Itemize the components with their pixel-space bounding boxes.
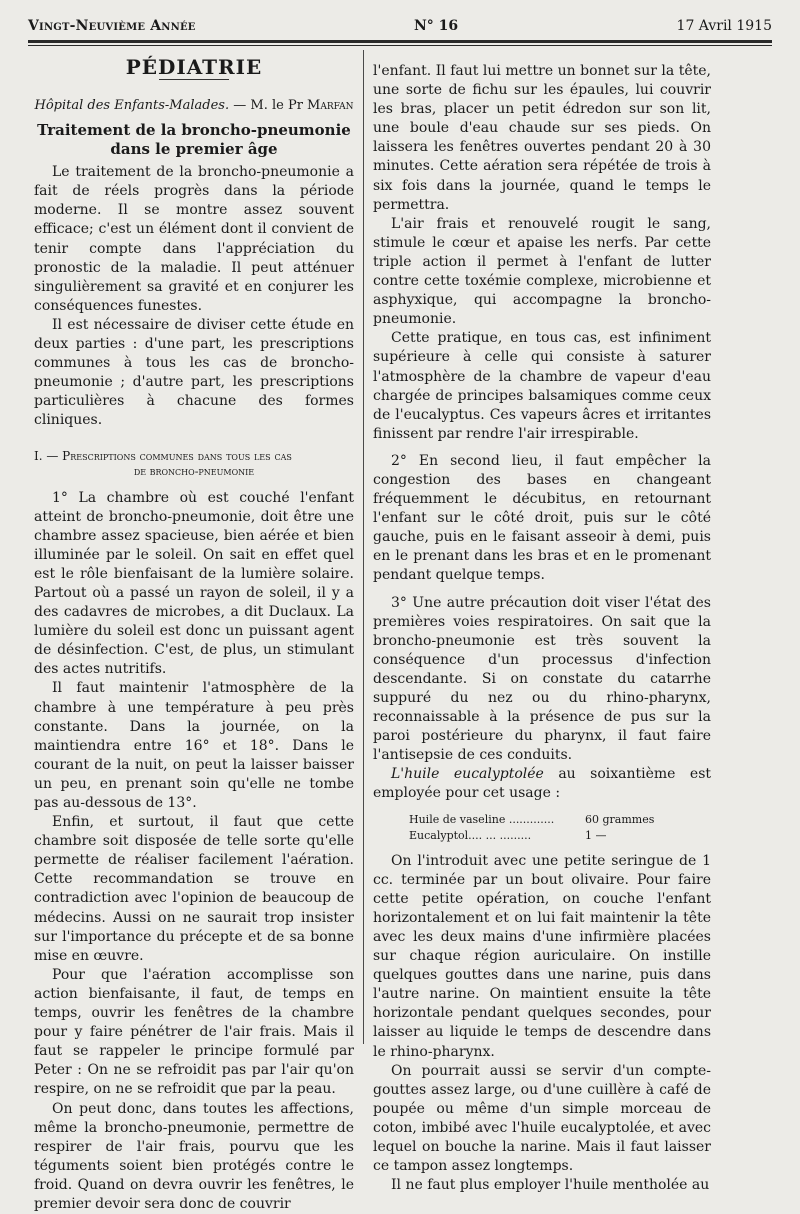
- body-paragraph: Cette pratique, en tous cas, est infiniment supérieure à celle qui consiste à saturer l'atmosphère de la chambre de vapeur d'eau chargée de principes balsamiques comme ceux de l'eucalyptus. Ces vapeurs âcres et irritantes finissent par rendre l'air irrespirable.: [373, 329, 711, 444]
- byline: [34, 96, 354, 115]
- formula-row: [409, 812, 711, 828]
- article-title-line-2: dans le premier âge: [34, 140, 354, 159]
- subsection-heading: [34, 449, 354, 479]
- subsection-heading-line-1: I. — Prescriptions communes dans tous les cas: [34, 449, 354, 464]
- body-paragraph: 1° La chambre où est couché l'enfant atteint de broncho-pneumonie, doit être une chambre assez spacieuse, bien aérée et bien illuminée par le soleil. On sait en effet quel est le rôle bienfaisant de la lumière solaire. Partout où a passé un rayon de soleil, il y a des cadavres de microbes, a dit Duclaux. La lumière du soleil est donc un puissant agent de désinfection. C'est, de plus, un stimulant des actes nutritifs.: [34, 489, 354, 680]
- header-rule-thick: [28, 40, 772, 43]
- formula-quantity: 1 —: [585, 828, 607, 844]
- body-paragraph: On l'introduit avec une petite seringue de 1 cc. terminée par un bout olivaire. Pour faire cette petite opération, on couche l'enfant horizontalement et on lui fait maintenir la tête avec les deux mains d'une infirmière placées sur chaque région auriculaire. On instille quelques gouttes dans une narine, puis dans l'autre narine. On maintient ensuite la tête horizontale pendant quelques secondes, pour laisser au liquide le temps de descendre dans le rhino-pharynx.: [373, 852, 711, 1062]
- formula-ingredient: Eucalyptol.... ... .........: [409, 828, 585, 844]
- right-column: [373, 62, 711, 1195]
- body-paragraph: 2° En second lieu, il faut empêcher la congestion des bases en changeant fréquemment le décubitus, en retournant l'enfant sur le côté droit, puis sur le côté gauche, puis en le faisant asseoir à demi, puis en le prenant dans les bras et en le promenant pendant quelque temps.: [373, 452, 711, 586]
- running-header: [28, 14, 772, 38]
- hospital-name: Hôpital des Enfants-Malades.: [35, 98, 230, 113]
- header-rule-thin: [28, 45, 772, 46]
- body-paragraph: Il faut maintenir l'atmosphère de la chambre à une température à peu près constante. Dans la journée, on la maintiendra entre 16° et 18°. Dans le courant de la nuit, on peut la laisser baisser un peu, en prenant soin qu'elle ne tombe pas au-dessous de 13°.: [34, 679, 354, 813]
- body-paragraph: On pourrait aussi se servir d'un compte-gouttes assez large, ou d'une cuillère à café de poupée ou même d'un simple morceau de coton, imbibé avec l'huile eucalyptolée, et avec lequel on bouche la narine. Mais il faut laisser ce tampon assez longtemps.: [373, 1062, 711, 1177]
- header-date: 17 Avril 1915: [677, 18, 772, 34]
- body-paragraph: Il ne faut plus employer l'huile mentholée au: [373, 1176, 711, 1195]
- formula-quantity: 60 grammes: [585, 812, 654, 828]
- intro-paragraph: Il est nécessaire de diviser cette étude en deux parties : d'une part, les prescriptions communes à tous les cas de broncho-pneumonie ; d'autre part, les prescriptions particulières à chacune des formes cliniques.: [34, 316, 354, 431]
- intro-paragraph: Le traitement de la broncho-pneumonie a fait de réels progrès dans la période moderne. Il se montre assez souvent efficace; c'est un élément dont il convient de tenir compte dans l'appréciation du pronostic de la maladie. Il peut atténuer singulièrement sa gravité et en conjurer les conséquences funestes.: [34, 163, 354, 316]
- body-paragraph: 3° Une autre précaution doit viser l'état des premières voies respiratoires. On sait que la broncho-pneumonie est très souvent la conséquence d'un processus d'infection descendante. Si on constate du catarrhe suppuré du nez ou du rhino-pharynx, reconnaissable à la présence de pus sur la paroi postérieure du pharynx, il faut faire l'antisepsie de ces conduits.: [373, 594, 711, 766]
- body-paragraph: Enfin, et surtout, il faut que cette chambre soit disposée de telle sorte qu'elle permette de réaliser facilement l'aération. Cette recommandation se trouve en contradiction avec l'opinion de beaucoup de médecins. Aussi on ne saurait trop insister sur l'importance du précepte et de sa bonne mise en œuvre.: [34, 813, 354, 966]
- formula-row: [409, 828, 711, 844]
- body-paragraph: L'air frais et renouvelé rougit le sang, stimule le cœur et apaise les nerfs. Par cette triple action il permet à l'enfant de lutter contre cette toxémie complexe, microbienne et asphyxique, qui accompagne la broncho-pneumonie.: [373, 215, 711, 330]
- body-paragraph: On peut donc, dans toutes les affections, même la broncho-pneumonie, permettre de respirer de l'air frais, pourvu que les téguments soient bien protégés contre le froid. Quand on devra ouvrir les fenêtres, le premier devoir sera donc de couvrir: [34, 1100, 354, 1214]
- oil-name: L'huile eucalyptolée: [391, 766, 544, 782]
- author-prefix: — M. le Pr: [233, 98, 303, 113]
- oil-usage: au soixantième est employée pour cet usage :: [373, 766, 711, 801]
- prescription-formula: [409, 812, 711, 844]
- title-underline: [159, 79, 229, 80]
- header-volume: Vingt-Neuvième Année: [28, 18, 196, 34]
- section-title: PÉDIATRIE: [34, 58, 354, 77]
- column-divider: [363, 50, 364, 1044]
- body-paragraph-oil: [373, 765, 711, 803]
- article-title-line-1: Traitement de la broncho-pneumonie: [34, 121, 354, 140]
- author-name: Marfan: [307, 98, 353, 113]
- formula-ingredient: Huile de vaseline .............: [409, 812, 585, 828]
- header-issue-number: N° 16: [414, 18, 458, 34]
- body-paragraph-continued: l'enfant. Il faut lui mettre un bonnet sur la tête, une sorte de fichu sur les épaules, lui couvrir les bras, placer un petit édredon sur son lit, une boule d'eau chaude sur ses pieds. On laissera les fenêtres ouvertes pendant 20 à 30 minutes. Cette aération sera répétée de trois à six fois dans la journée, quand le temps le permettra.: [373, 62, 711, 215]
- left-column: [34, 58, 354, 1214]
- subsection-heading-line-2: de broncho-pneumonie: [34, 464, 354, 479]
- body-paragraph: Pour que l'aération accomplisse son action bienfaisante, il faut, de temps en temps, ouvrir les fenêtres de la chambre pour y faire pénétrer de l'air frais. Mais il faut se rappeler le principe formulé par Peter : On ne se refroidit pas par l'air qu'on respire, on ne se refroidit que par la peau.: [34, 966, 354, 1100]
- article-title: [34, 121, 354, 159]
